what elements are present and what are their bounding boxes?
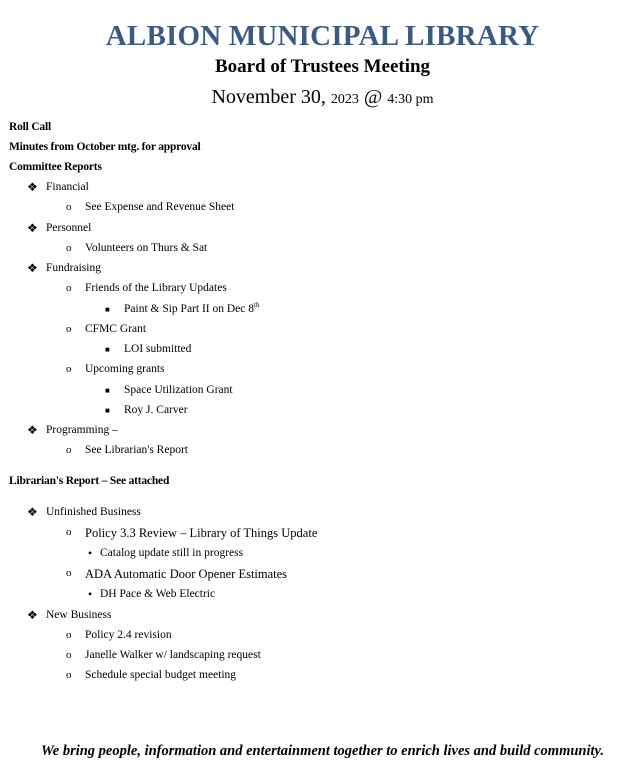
date-main: November 30, (211, 86, 326, 108)
dot-bullet-icon: • (88, 546, 93, 560)
circle-bullet-icon: o (66, 201, 72, 213)
list-item-catalog-update: Catalog update still in progress (100, 547, 244, 559)
list-item-space-grant: Space Utilization Grant (124, 384, 233, 396)
list-item-unfinished-business: Unfinished Business (46, 506, 141, 518)
list-item-financial: Financial (46, 181, 89, 193)
circle-bullet-icon: o (66, 669, 72, 681)
list-item-paint-sip (124, 303, 259, 315)
list-item-policy-33: Policy 3.3 Review – Library of Things Update (85, 526, 318, 540)
minutes-approval: Minutes from October mtg. for approval (9, 141, 201, 153)
circle-bullet-icon: o (66, 629, 72, 641)
list-item-friends-updates: Friends of the Library Updates (85, 282, 227, 294)
paint-sip-text: Paint & Sip Part II on Dec 8 (124, 303, 254, 315)
list-item-new-business: New Business (46, 609, 112, 621)
list-item-personnel: Personnel (46, 222, 92, 234)
list-item-librarian-report-ref: See Librarian's Report (85, 444, 188, 456)
list-item-ada-door: ADA Automatic Door Opener Estimates (85, 567, 288, 581)
library-motto: We bring people, information and entertainment together to enrich lives and build community. (40, 743, 605, 759)
square-bullet-icon: ■ (105, 305, 110, 314)
circle-bullet-icon: o (66, 363, 72, 375)
circle-bullet-icon: o (66, 282, 72, 294)
circle-bullet-icon: o (66, 444, 72, 456)
circle-bullet-icon: o (66, 567, 72, 579)
meeting-date (0, 86, 640, 109)
list-item-dh-pace: DH Pace & Web Electric (100, 588, 216, 600)
list-item-roy-carver: Roy J. Carver (124, 404, 188, 416)
list-item-janelle-walker: Janelle Walker w/ landscaping request (85, 649, 261, 661)
diamond-bullet-icon: ❖ (27, 608, 38, 622)
list-item-loi: LOI submitted (124, 343, 192, 355)
roll-call: Roll Call (9, 121, 51, 133)
diamond-bullet-icon: ❖ (27, 261, 38, 275)
diamond-bullet-icon: ❖ (27, 505, 38, 519)
date-year: 2023 (330, 92, 359, 107)
circle-bullet-icon: o (66, 242, 72, 254)
date-at: @ (363, 86, 383, 108)
circle-bullet-icon: o (66, 323, 72, 335)
library-title: ALBION MUNICIPAL LIBRARY (105, 20, 540, 52)
committee-reports: Committee Reports (9, 161, 102, 173)
square-bullet-icon: ■ (105, 345, 110, 354)
circle-bullet-icon: o (66, 526, 72, 538)
list-item-policy-24: Policy 2.4 revision (85, 629, 172, 641)
list-item-upcoming-grants: Upcoming grants (85, 363, 165, 375)
list-item-fundraising: Fundraising (46, 262, 101, 274)
paint-sip-ordinal: th (254, 301, 260, 310)
diamond-bullet-icon: ❖ (27, 180, 38, 194)
circle-bullet-icon: o (66, 649, 72, 661)
square-bullet-icon: ■ (105, 406, 110, 415)
meeting-subtitle: Board of Trustees Meeting (214, 56, 431, 77)
diamond-bullet-icon: ❖ (27, 423, 38, 437)
dot-bullet-icon: • (88, 587, 93, 601)
list-item-cfmc-grant: CFMC Grant (85, 323, 147, 335)
librarians-report: Librarian's Report – See attached (9, 475, 170, 487)
list-item-volunteers: Volunteers on Thurs & Sat (85, 242, 208, 254)
list-item-expense-sheet: See Expense and Revenue Sheet (85, 201, 235, 213)
list-item-programming: Programming – (46, 424, 118, 436)
date-time: 4:30 pm (387, 92, 434, 107)
square-bullet-icon: ■ (105, 386, 110, 395)
diamond-bullet-icon: ❖ (27, 221, 38, 235)
list-item-budget-meeting: Schedule special budget meeting (85, 669, 237, 681)
